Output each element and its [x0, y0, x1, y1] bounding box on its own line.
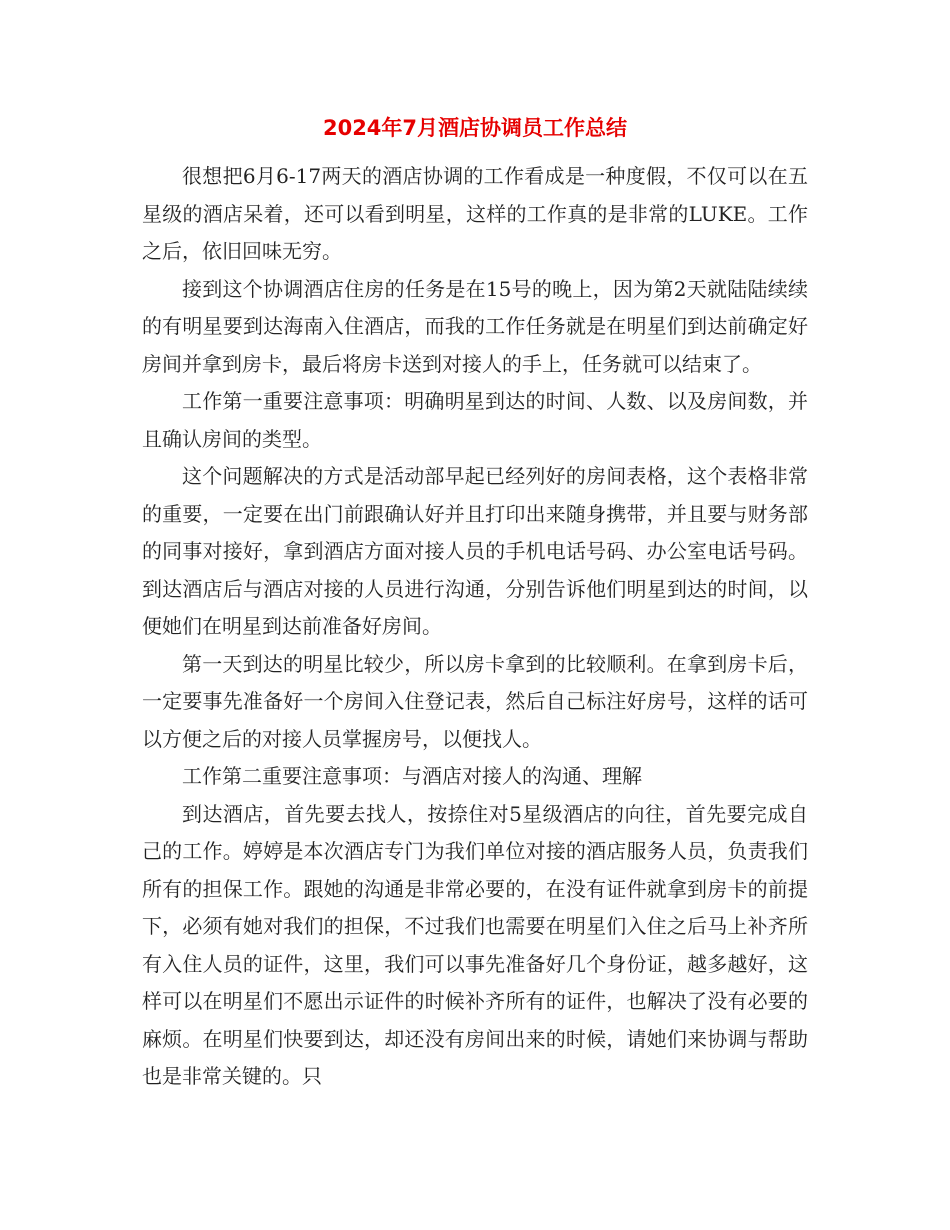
paragraph: 很想把6月6-17两天的酒店协调的工作看成是一种度假，不仅可以在五星级的酒店呆着，还可以看到明星，这样的工作真的是非常的LUKE。工作之后，依旧回味无穷。 — [142, 164, 808, 263]
paragraph: 工作第二重要注意事项：与酒店对接人的沟通、理解 — [182, 764, 642, 788]
paragraph: 第一天到达的明星比较少，所以房卡拿到的比较顺利。在拿到房卡后，一定要事先准备好一个房间入住登记表，然后自己标注好房号，这样的话可以方便之后的对接人员掌握房号，以便找人。 — [142, 651, 808, 751]
paragraph: 这个问题解决的方式是活动部早起已经列好的房间表格，这个表格非常的重要，一定要在出门前跟确认好并且打印出来随身携带，并且要与财务部的同事对接好，拿到酒店方面对接人员的手机电话号码、办公室电话号码。到达酒店后与酒店对接的人员进行沟通，分别告诉他们明星到达的时间，以便她们在明星到达前准备好房间。 — [142, 464, 808, 638]
document-body — [142, 158, 808, 1096]
paragraph: 工作第一重要注意事项：明确明星到达的时间、人数、以及房间数，并且确认房间的类型。 — [142, 389, 808, 451]
paragraph: 到达酒店，首先要去找人，按捺住对5星级酒店的向往，首先要完成自己的工作。婷婷是本次酒店专门为我们单位对接的酒店服务人员，负责我们所有的担保工作。跟她的沟通是非常必要的，在没有证件就拿到房卡的前提下，必须有她对我们的担保，不过我们也需要在明星们入住之后马上补齐所有入住人员的证件，这里，我们可以事先准备好几个身份证，越多越好，这样可以在明星们不愿出示证件的时候补齐所有的证件，也解决了没有必要的麻烦。在明星们快要到达，却还没有房间出来的时候，请她们来协调与帮助也是非常关键的。只 — [142, 801, 808, 1088]
document-title: 2024年7月酒店协调员工作总结 — [322, 116, 628, 140]
paragraph: 接到这个协调酒店住房的任务是在15号的晚上，因为第2天就陆陆续续的有明星要到达海南入住酒店，而我的工作任务就是在明星们到达前确定好房间并拿到房卡，最后将房卡送到对接人的手上，任务就可以结束了。 — [142, 276, 808, 376]
